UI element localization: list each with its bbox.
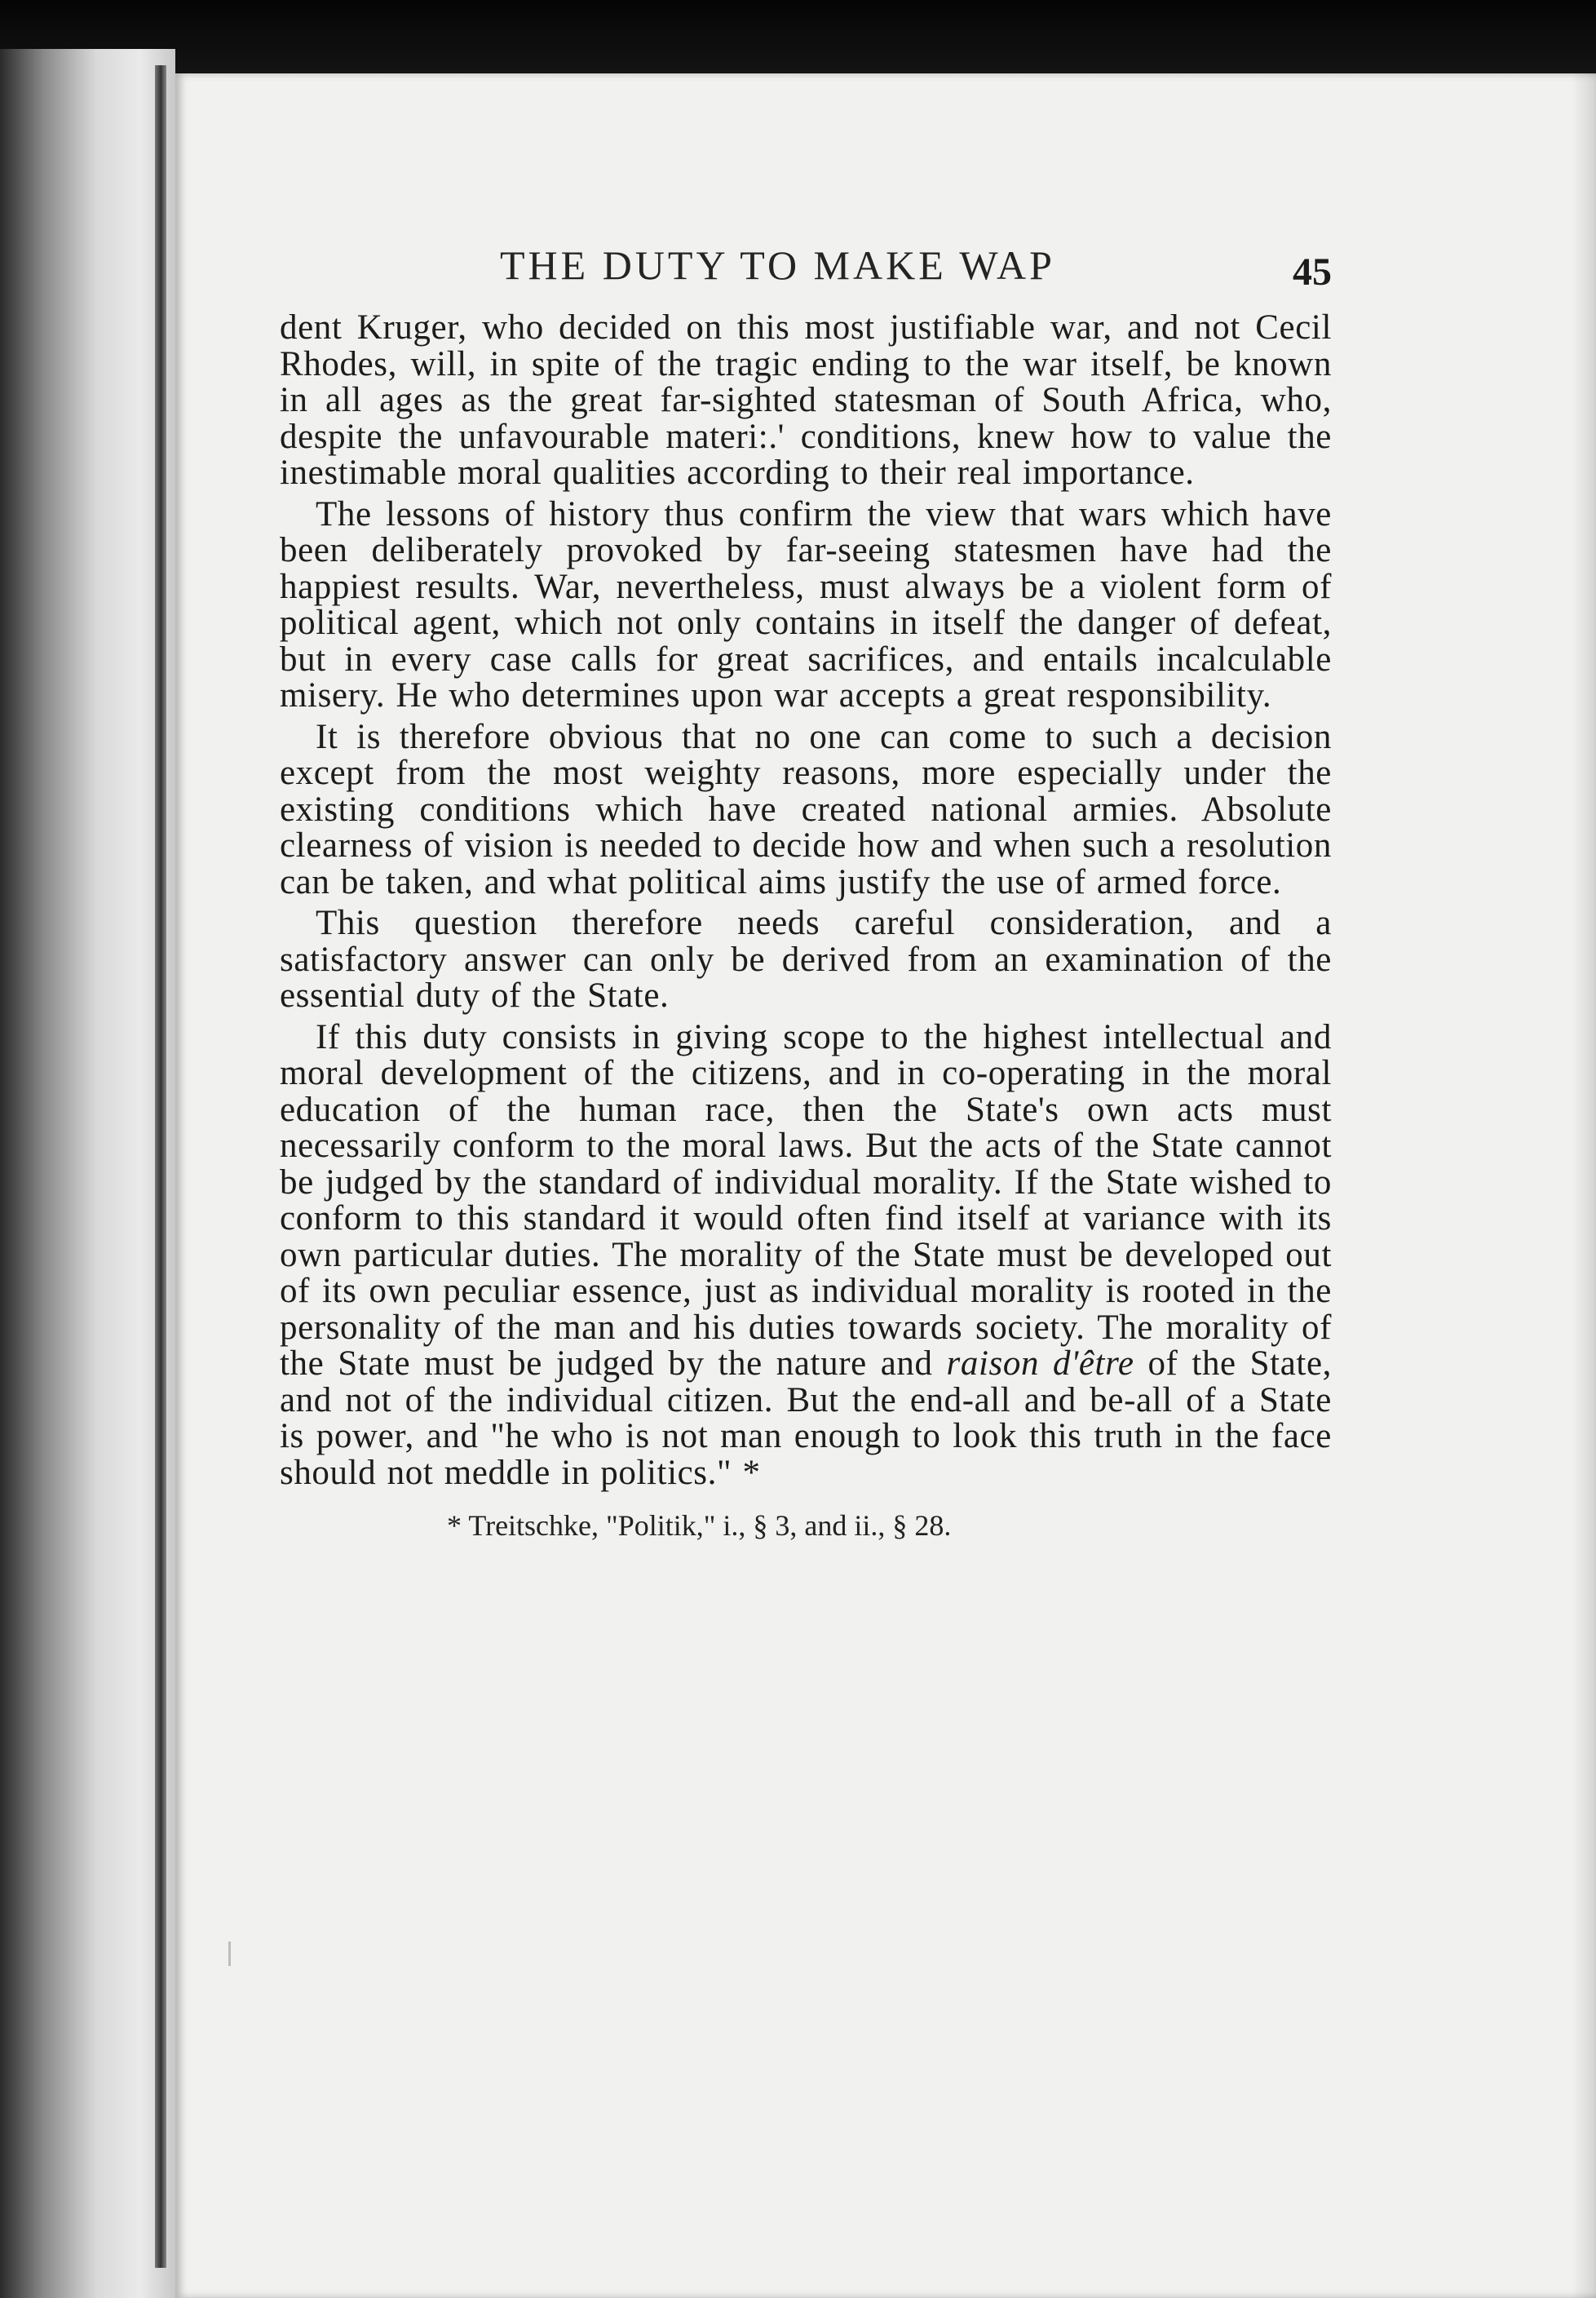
margin-mark	[228, 1942, 231, 1966]
paragraph-3	[280, 717, 1332, 901]
paragraph-text: dent Kruger, who decided on this most justifiable war, and not Cecil Rhodes, will, in spite of the tragic ending to the war itself, be known in all ages as the great far-sighted statesman of South Africa, who, despite the unfavourable materi:.' conditions, knew how to value the inestimable moral qualities according to their real importance.	[280, 308, 1332, 492]
paragraph-2	[280, 494, 1332, 715]
paragraph-text: It is therefore obvious that no one can come to such a decision except from the most weighty reasons, more especially under the existing conditions which have created national armies. Absolute clearness of vision is needed to decide how and when such a resolution can be taken, and what political aims justify the use of armed force.	[280, 717, 1332, 901]
paragraph-4	[280, 905, 1332, 1015]
body-text	[280, 310, 1332, 1491]
paragraph-text: of the State, and not of the individual citizen. But the end-all and be-all of a State is power, and "he who is not man enough to look this truth in the face should not meddle in politics." *	[280, 1344, 1332, 1492]
paragraph-1	[280, 310, 1332, 492]
paragraph-text: This question therefore needs careful consideration, and a satisfactory answer can only be derived from an examination of the essential duty of the State.	[280, 904, 1332, 1015]
page-number: 45	[1293, 250, 1332, 294]
paragraph-text: If this duty consists in giving scope to the highest intellectual and moral development of the citizens, and in co-operating in the moral education of the human race, then the State's own acts must necessarily conform to the moral laws. But the acts of the State cannot be judged by the standard of individual morality. If the State wished to conform to this standard it would often find itself at variance with its own particular duties. The morality of the State must be developed out of its own peculiar essence, just as individual morality is rooted in the personality of the man and his duties towards society. The morality of the State must be judged by the nature and	[280, 1017, 1332, 1383]
page-content	[280, 237, 1332, 1542]
footnote: * Treitschke, "Politik," i., § 3, and ii., § 28.	[447, 1509, 952, 1542]
paragraph-text: The lessons of history thus confirm the view that wars which have been deliberately provoked by far-seeing statesmen have had the happiest results. War, nevertheless, must always be a violent form of political agent, which not only contains in itself the danger of defeat, but in every case calls for great sacrifices, and entails incalculable misery. He who determines upon war accepts a great responsibility.	[280, 494, 1332, 715]
scanner-background	[0, 0, 1596, 82]
italic-phrase: raison d'être	[946, 1344, 1134, 1383]
page-gutter	[0, 49, 175, 2298]
running-head	[280, 237, 1332, 310]
paragraph-5	[280, 1017, 1332, 1492]
running-title: THE DUTY TO MAKE WAP	[500, 242, 1055, 288]
